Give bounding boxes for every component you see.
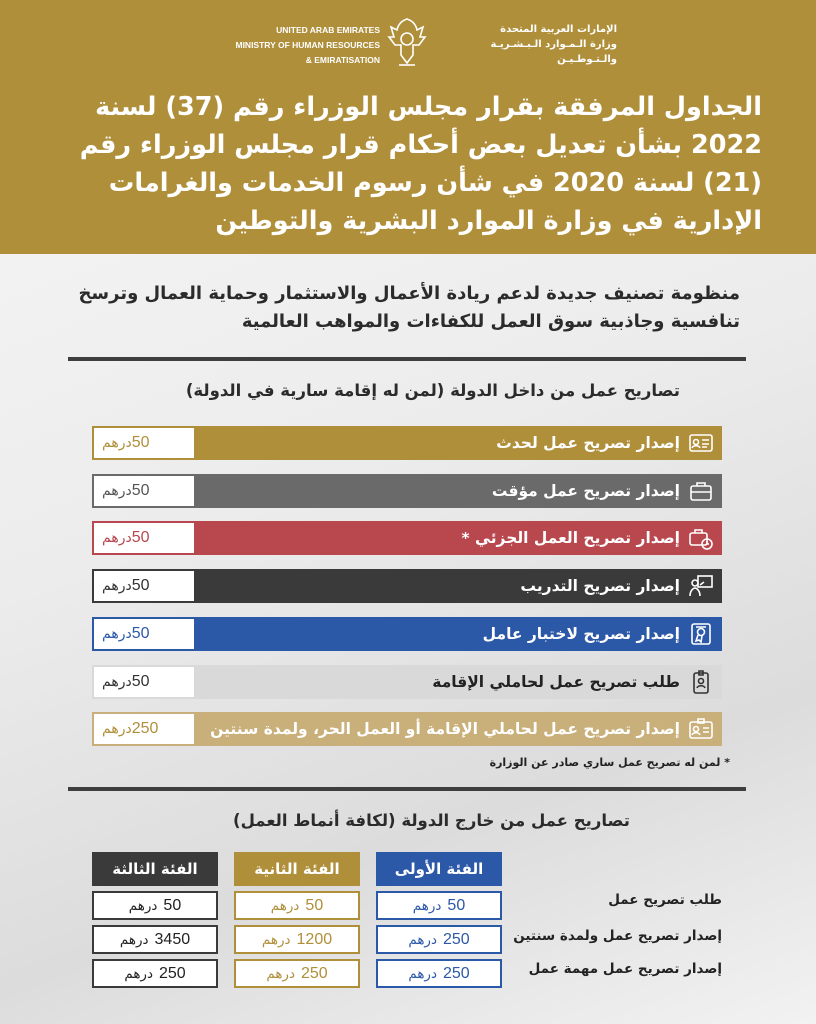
uae-emblem-icon [385, 15, 429, 69]
category-column [376, 852, 502, 988]
ministry-name-en: UNITED ARAB EMIRATES MINISTRY OF HUMAN RESOURCES & EMIRATISATION [235, 25, 380, 65]
permit-price: درهم 250 [94, 714, 194, 744]
subtitle: منظومة تصنيف جديدة لدعم ريادة الأعمال والاستثمار وحماية العمال وترسخ تنافسية وجاذبية سوق العمل للكفاءات والمواهب العالمية [78, 283, 740, 332]
header-banner [0, 0, 816, 254]
column-header: الفئة الثالثة [92, 852, 218, 886]
permit-row [92, 712, 722, 746]
price-cell: 3450 درهم [92, 925, 218, 954]
permit-price: درهم 50 [94, 428, 194, 458]
column-header: الفئة الأولى [376, 852, 502, 886]
id-card-icon [688, 430, 714, 456]
permit-label: إصدار تصريح عمل لحدث [194, 428, 720, 458]
divider [68, 787, 746, 791]
badge-icon [688, 669, 714, 695]
row-label: إصدار تصريح عمل مهمة عمل [528, 961, 722, 977]
briefcase-clock-icon [688, 525, 714, 551]
permit-label: إصدار تصريح عمل مؤقت [194, 476, 720, 506]
permit-row [92, 617, 722, 651]
permit-price: درهم 50 [94, 523, 194, 553]
permit-row [92, 426, 722, 460]
briefcase-icon [688, 478, 714, 504]
ministry-name-ar: الإمارات العربية المتحدة وزارة الـمـوارد الـبـشـريـة والـتـوطـيـن [490, 24, 617, 65]
column-header: الفئة الثانية [234, 852, 360, 886]
section-outside-title: تصاريح عمل من خارج الدولة (لكافة أنماط العمل) [233, 811, 630, 830]
row-label: إصدار تصريح عمل ولمدة سنتين [513, 928, 722, 944]
page-title: الجداول المرفقة بقرار مجلس الوزراء رقم (37) لسنة 2022 بشأن تعديل بعض أحكام قرار مجلس الوزراء رقم (21) لسنة 2020 في شأن رسوم الخدمات والغرامات الإدارية في وزارة الموارد البشرية والتوطين [79, 92, 762, 236]
price-cell: 50 درهم [92, 891, 218, 920]
permit-price: درهم 50 [94, 619, 194, 649]
category-column [92, 852, 218, 988]
permit-label: طلب تصريح عمل لحاملي الإقامة [194, 667, 720, 697]
person-card-icon [688, 716, 714, 742]
permit-label: إصدار تصريح عمل لحاملي الإقامة أو العمل الحر، ولمدة سنتين [194, 714, 720, 744]
price-cell: 50 درهم [376, 891, 502, 920]
price-cell: 250 درهم [376, 925, 502, 954]
permit-row [92, 665, 722, 699]
divider [68, 357, 746, 361]
price-cell: 250 درهم [92, 959, 218, 988]
permit-price: درهم 50 [94, 667, 194, 697]
section-inside-title: تصاريح عمل من داخل الدولة (لمن له إقامة سارية في الدولة) [185, 381, 680, 400]
trainer-icon [688, 573, 714, 599]
permit-price: درهم 50 [94, 571, 194, 601]
permit-row [92, 474, 722, 508]
certificate-icon [688, 621, 714, 647]
row-label: طلب تصريح عمل [608, 892, 722, 908]
category-column [234, 852, 360, 988]
footnote: * لمن له تصريح عمل ساري صادر عن الوزارة [489, 756, 730, 769]
permit-label: إصدار تصريح لاختبار عامل [194, 619, 720, 649]
price-cell: 250 درهم [234, 959, 360, 988]
price-cell: 250 درهم [376, 959, 502, 988]
permit-label: إصدار تصريح التدريب [194, 571, 720, 601]
price-cell: 1200 درهم [234, 925, 360, 954]
permit-label: إصدار تصريح العمل الجزئي * [194, 523, 720, 553]
permit-row [92, 521, 722, 555]
price-cell: 50 درهم [234, 891, 360, 920]
permit-row [92, 569, 722, 603]
permit-price: درهم 50 [94, 476, 194, 506]
